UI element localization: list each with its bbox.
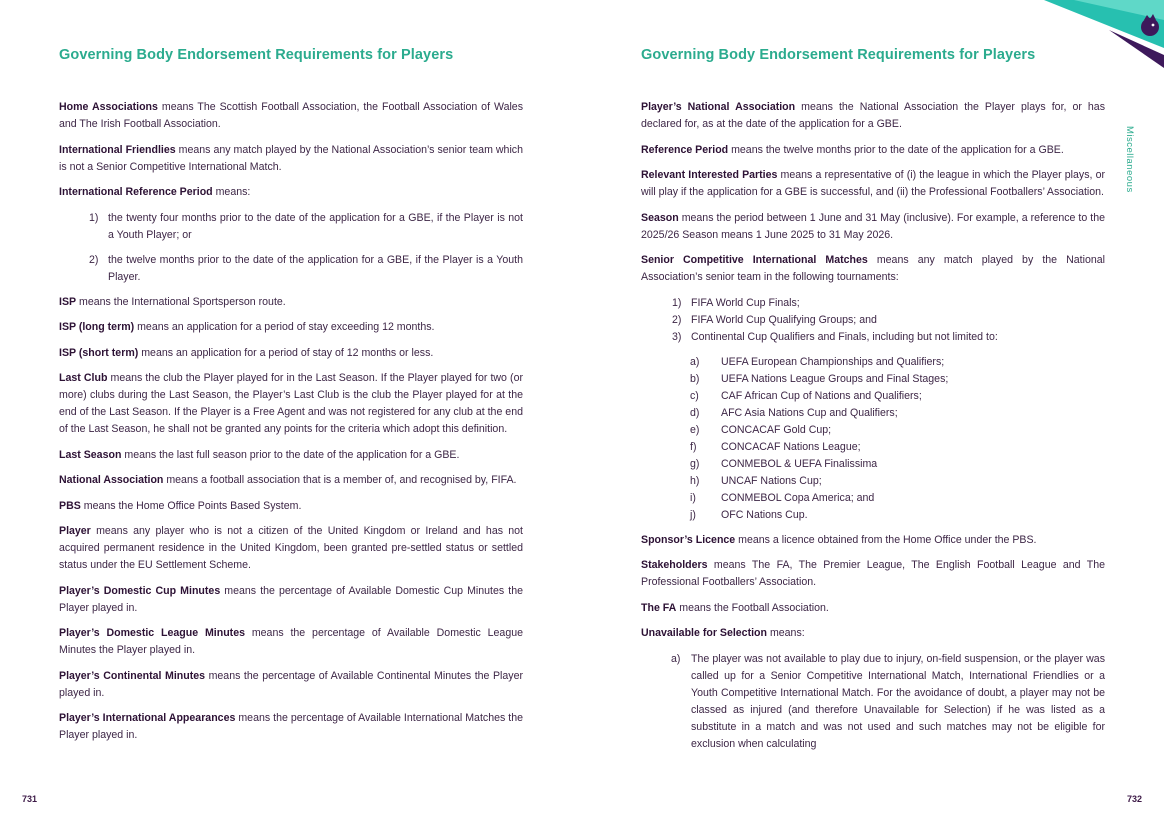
unavailable-list [641,651,1105,753]
list-marker: 3) [672,330,682,343]
definition [59,498,523,515]
definition [59,583,523,617]
list-item [672,312,1105,329]
definition [641,142,1105,159]
list-marker: h) [690,474,700,487]
definition-term: ISP (long term) [59,321,135,333]
list-item [690,354,1105,371]
list-item [690,490,1105,507]
list-item [672,329,1105,346]
definition-term: PBS [59,499,81,512]
definition-text: means a representative of (i) the league in which the Player plays, or will play if the application for a GBE is successful, and (ii) the Professional Footballers’ Association. [641,169,1105,198]
definition-term: Player’s International Appearances [59,712,236,724]
definition-text: means the twelve months prior to the date of the application for a GBE. [728,143,1064,156]
definition-term: International Reference Period [59,186,213,198]
tournament-list [672,295,1105,346]
list-item [690,473,1105,490]
definition [59,523,523,574]
definition [641,252,1105,286]
definition-text: means the percentage of Available Continental Minutes the Player played in. [59,669,524,699]
definition [59,370,523,438]
list-item [89,252,523,286]
definition-term: Home Associations [59,101,158,113]
list-marker: f) [690,440,697,453]
list-text: The player was not available to play due to injury, on-field suspension, or the player was called up for a Senior Competitive International Match, International Friendlies or a Youth Competitive International Match. For the avoidance of doubt, a player may not be classed as injured (and therefore Unavailable for Selection) if he was listed as a substitute in a match and was not used and such matches may not be eligible for exclusion when calculating [691,652,1105,750]
definition-text: means the Home Office Points Based System. [80,499,302,512]
definition [641,600,1105,617]
reference-period-list [89,210,523,286]
list-marker: e) [690,423,700,436]
page-number: 732 [1126,794,1142,804]
list-item [671,651,1105,753]
definition-term: ISP [59,295,77,308]
definition-term: Season [641,211,679,224]
definition-text: means: [212,186,251,198]
definition-term: International Friendlies [59,143,176,156]
definition [59,668,523,702]
definition-text: means any match played by the National Association’s senior team which is not a Senior Competitive International Match. [59,143,523,173]
definition-text: means a football association that is a member of, and recognised by, FIFA. [163,474,517,486]
definition-term: Player [59,525,91,537]
definition-text: means the percentage of Available International Matches the Player played in. [59,712,523,741]
list-item [690,439,1105,456]
definition [641,99,1105,133]
list-item [690,371,1105,388]
definition-term: Stakeholders [641,559,708,571]
definition-text: means The Scottish Football Association, the Football Association of Wales and The Irish Football Association. [59,101,523,130]
list-marker: 2) [89,253,99,266]
definition [59,472,523,489]
list-item [690,388,1105,405]
list-marker: 1) [672,296,682,309]
definition [59,294,523,311]
list-text: the twelve months prior to the date of the application for a GBE, if the Player is a Youth Player. [108,253,523,283]
list-item [690,405,1105,422]
definition [59,447,523,464]
definition [59,710,523,744]
definition [641,557,1105,591]
list-marker: i) [690,491,696,504]
definition-term: Reference Period [641,143,729,156]
left-page-heading: Governing Body Endorsement Requirements for Players [59,47,454,63]
right-page-content [641,99,1105,753]
definition-term: Unavailable for Selection [641,627,767,639]
definition-text: means the club the Player played for in the Last Season. If the Player played for two (or more) clubs during the Last Season, the Player’s Last Club is the club the Player played for at the end of the Last Season. If the Player is a Free Agent and was not registered for any club at the end of the Last Season, he shall not be granted any points for the criteria which adopt this definition. [59,372,523,435]
definition-term: Senior Competitive International Matches [641,254,868,266]
page-number: 731 [22,794,38,804]
definition-text: means the percentage of Available Domestic League Minutes the Player played in. [59,627,523,656]
continental-cup-list [641,354,1105,524]
list-marker: 2) [672,313,682,326]
list-text: FIFA World Cup Finals; [691,296,800,309]
definition-term: Player’s Domestic Cup Minutes [59,584,221,597]
list-item [690,456,1105,473]
list-marker: b) [690,372,700,385]
list-marker: a) [690,355,700,368]
list-text: CONCACAF Gold Cup; [721,423,832,436]
definition-term: Player’s Continental Minutes [59,669,206,682]
definition-text: means the Football Association. [676,601,829,614]
list-text: UNCAF Nations Cup; [721,474,822,487]
definition-text: means the International Sportsperson route. [76,295,286,308]
definition-term: Relevant Interested Parties [641,169,778,181]
definition-text: means the period between 1 June and 31 May (inclusive). For example, a reference to the 2025/26 Season means 1 June 2025 to 31 May 2026. [641,211,1105,241]
definition [59,345,523,362]
corner-decoration [1014,0,1164,70]
list-text: the twenty four months prior to the date of the application for a GBE, if the Player is not a Youth Player; or [108,211,523,241]
list-item [690,422,1105,439]
definition [641,532,1105,549]
list-text: CAF African Cup of Nations and Qualifiers; [721,389,922,402]
list-marker: d) [690,406,700,419]
list-text: OFC Nations Cup. [721,508,808,521]
definition-term: The FA [641,601,677,614]
right-page-heading: Governing Body Endorsement Requirements for Players [641,47,1036,63]
definition-text: means any match played by the National Association’s senior team in the following tournaments: [641,254,1105,283]
list-marker: a) [671,652,681,665]
list-item [672,295,1105,312]
list-text: Continental Cup Qualifiers and Finals, including but not limited to: [691,330,998,343]
definition [59,99,523,133]
definition-text: means an application for a period of stay exceeding 12 months. [134,321,435,333]
definition [641,625,1105,642]
list-text: CONMEBOL Copa America; and [721,491,875,504]
list-marker: g) [690,457,700,470]
definition [59,625,523,659]
list-text: UEFA Nations League Groups and Final Stages; [721,372,949,385]
definition [641,210,1105,244]
definition-term: Player’s Domestic League Minutes [59,627,245,639]
definition-term: Last Season [59,448,122,461]
left-page-content [59,99,523,753]
list-text: AFC Asia Nations Cup and Qualifiers; [721,406,898,419]
definition-text: means the National Association the Player plays for, or has declared for, as at the date of the application for a GBE. [641,101,1105,130]
definition-text: means: [767,627,805,639]
list-text: UEFA European Championships and Qualifiers; [721,355,945,368]
list-item [690,507,1105,524]
definition-text: means the last full season prior to the date of the application for a GBE. [121,448,460,461]
list-item [89,210,523,244]
definition [641,167,1105,201]
definition-term: Sponsor’s Licence [641,533,736,546]
list-marker: 1) [89,211,99,224]
right-page [582,0,1164,825]
definition-text: means any player who is not a citizen of the United Kingdom or Ireland and has not acquired permanent residence in the United Kingdom, been granted pre-settled status or settled status under the EU Settlement Scheme. [59,525,523,571]
definition-text: means The FA, The Premier League, The English Football League and The Professional Footballers’ Association. [641,559,1105,588]
definition-text: means the percentage of Available Domestic Cup Minutes the Player played in. [59,584,523,614]
definition [59,184,523,201]
definition-term: Player’s National Association [641,101,796,113]
list-marker: j) [690,508,696,521]
list-text: CONCACAF Nations League; [721,440,861,453]
definition-term: Last Club [59,372,108,384]
list-text: FIFA World Cup Qualifying Groups; and [691,313,877,326]
definition-text: means an application for a period of stay of 12 months or less. [138,346,434,359]
section-side-label: Miscellaneous [1124,126,1135,193]
definition-term: ISP (short term) [59,346,139,359]
definition-text: means a licence obtained from the Home Office under the PBS. [735,533,1037,546]
list-marker: c) [690,389,699,402]
definition-term: National Association [59,474,164,486]
definition [59,319,523,336]
definition [59,142,523,176]
list-text: CONMEBOL & UEFA Finalissima [721,457,878,470]
